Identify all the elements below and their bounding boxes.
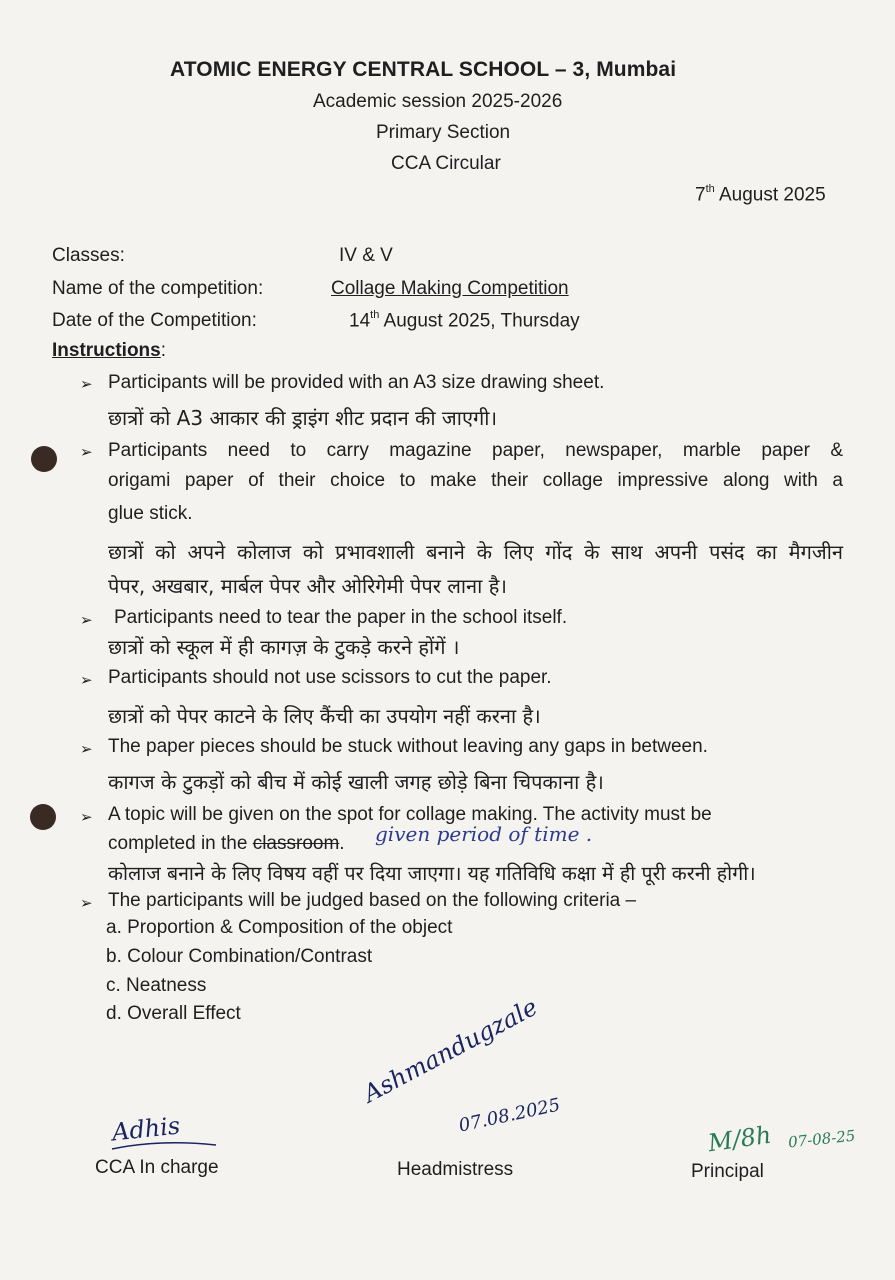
instruction-4-en: Participants should not use scissors to cut the paper.: [108, 667, 552, 688]
school-name: ATOMIC ENERGY CENTRAL SCHOOL – 3, Mumbai: [170, 58, 677, 81]
competition-label: Name of the competition:: [52, 278, 264, 299]
principal-sign-date: 07-08-25: [787, 1126, 857, 1152]
principal-label: Principal: [691, 1161, 764, 1182]
bullet-arrow-icon: ➢: [80, 895, 93, 912]
instruction-5-hi: कागज के टुकड़ों को बीच में कोई खाली जगह छोड़े बिना चिपकाना है।: [108, 770, 604, 794]
bullet-arrow-icon: ➢: [80, 376, 93, 393]
classes-label: Classes:: [52, 245, 125, 266]
competition-date-rest: August 2025, Thursday: [379, 310, 580, 332]
criterion-d: d. Overall Effect: [106, 1003, 241, 1024]
competition-name: Collage Making Competition: [331, 278, 569, 299]
headmistress-signature: Ashmandugzale: [358, 992, 543, 1108]
instruction-7-en: The participants will be judged based on the following criteria –: [108, 890, 637, 911]
criterion-a: a. Proportion & Composition of the object: [106, 917, 453, 938]
instruction-2-hi-line1: छात्रों को अपने कोलाज को प्रभावशाली बनाने के लिए गोंद के साथ अपनी पसंद का मैगजीन: [108, 540, 843, 564]
instruction-3-hi: छात्रों को स्कूल में ही कागज़ के टुकड़े करने होंगें ।: [108, 635, 460, 659]
instruction-2-en-line3: glue stick.: [108, 503, 193, 524]
circular-date: [695, 184, 826, 206]
instruction-2-hi-line2: पेपर, अखबार, मार्बल पेपर और ओरिगेमी पेपर लाना है।: [108, 574, 507, 598]
cca-incharge-label: CCA In charge: [95, 1157, 219, 1178]
punch-hole-bottom: [30, 804, 56, 830]
date-suffix: th: [705, 183, 715, 195]
instruction-6-en-line2-text: completed in the: [108, 833, 253, 854]
instruction-6-period: .: [339, 833, 345, 854]
instruction-6-hi: कोलाज बनाने के लिए विषय वहीं पर दिया जाएगा। यह गतिविधि कक्षा में ही पूरी करनी होगी।: [108, 862, 756, 885]
instruction-2-en-line2: origami paper of their choice to make their collage impressive along with a: [108, 470, 843, 491]
cca-signature: Adhis: [110, 1111, 182, 1147]
cca-signature-underline: [110, 1135, 220, 1155]
date-rest: August 2025: [714, 184, 826, 206]
principal-signature: M/8h: [706, 1120, 774, 1158]
punch-hole-top: [31, 446, 57, 472]
bullet-arrow-icon: ➢: [80, 612, 93, 629]
bullet-arrow-icon: ➢: [80, 741, 93, 758]
instructions-heading: [52, 340, 166, 362]
bullet-arrow-icon: ➢: [80, 809, 93, 826]
instruction-3-en: Participants need to tear the paper in the school itself.: [114, 607, 568, 628]
classes-value: IV & V: [339, 245, 393, 266]
date-day: 7: [695, 184, 706, 206]
competition-date-label: Date of the Competition:: [52, 310, 257, 331]
competition-date-suffix: th: [370, 309, 380, 321]
academic-session: Academic session 2025-2026: [313, 91, 563, 112]
instruction-4-hi: छात्रों को पेपर काटने के लिए कैंची का उपयोग नहीं करना है।: [108, 704, 541, 728]
instruction-1-hi: छात्रों को A3 आकार की ड्राइंग शीट प्रदान की जाएगी।: [108, 406, 498, 430]
headmistress-label: Headmistress: [397, 1159, 514, 1180]
section-name: Primary Section: [376, 122, 511, 143]
instruction-2-en-line1: Participants need to carry magazine paper, newspaper, marble paper &: [108, 440, 843, 461]
instruction-6-en-line2: [108, 829, 345, 859]
competition-date: [349, 310, 580, 332]
headmistress-sign-date: 07.08.2025: [456, 1094, 563, 1137]
competition-date-day: 14: [349, 310, 371, 332]
handwritten-correction: given period of time .: [375, 822, 593, 846]
bullet-arrow-icon: ➢: [80, 672, 93, 689]
instructions-heading-text: Instructions: [52, 340, 161, 361]
instruction-1-en: Participants will be provided with an A3 size drawing sheet.: [108, 372, 605, 393]
criterion-c: c. Neatness: [106, 975, 207, 996]
instruction-6-en-line1: A topic will be given on the spot for collage making. The activity must be: [108, 804, 712, 825]
criterion-b: b. Colour Combination/Contrast: [106, 946, 373, 967]
bullet-arrow-icon: ➢: [80, 444, 93, 461]
struck-word: classroom: [252, 833, 340, 854]
circular-title: CCA Circular: [391, 153, 501, 174]
instructions-colon: :: [160, 340, 167, 361]
instruction-5-en: The paper pieces should be stuck without leaving any gaps in between.: [108, 736, 708, 757]
